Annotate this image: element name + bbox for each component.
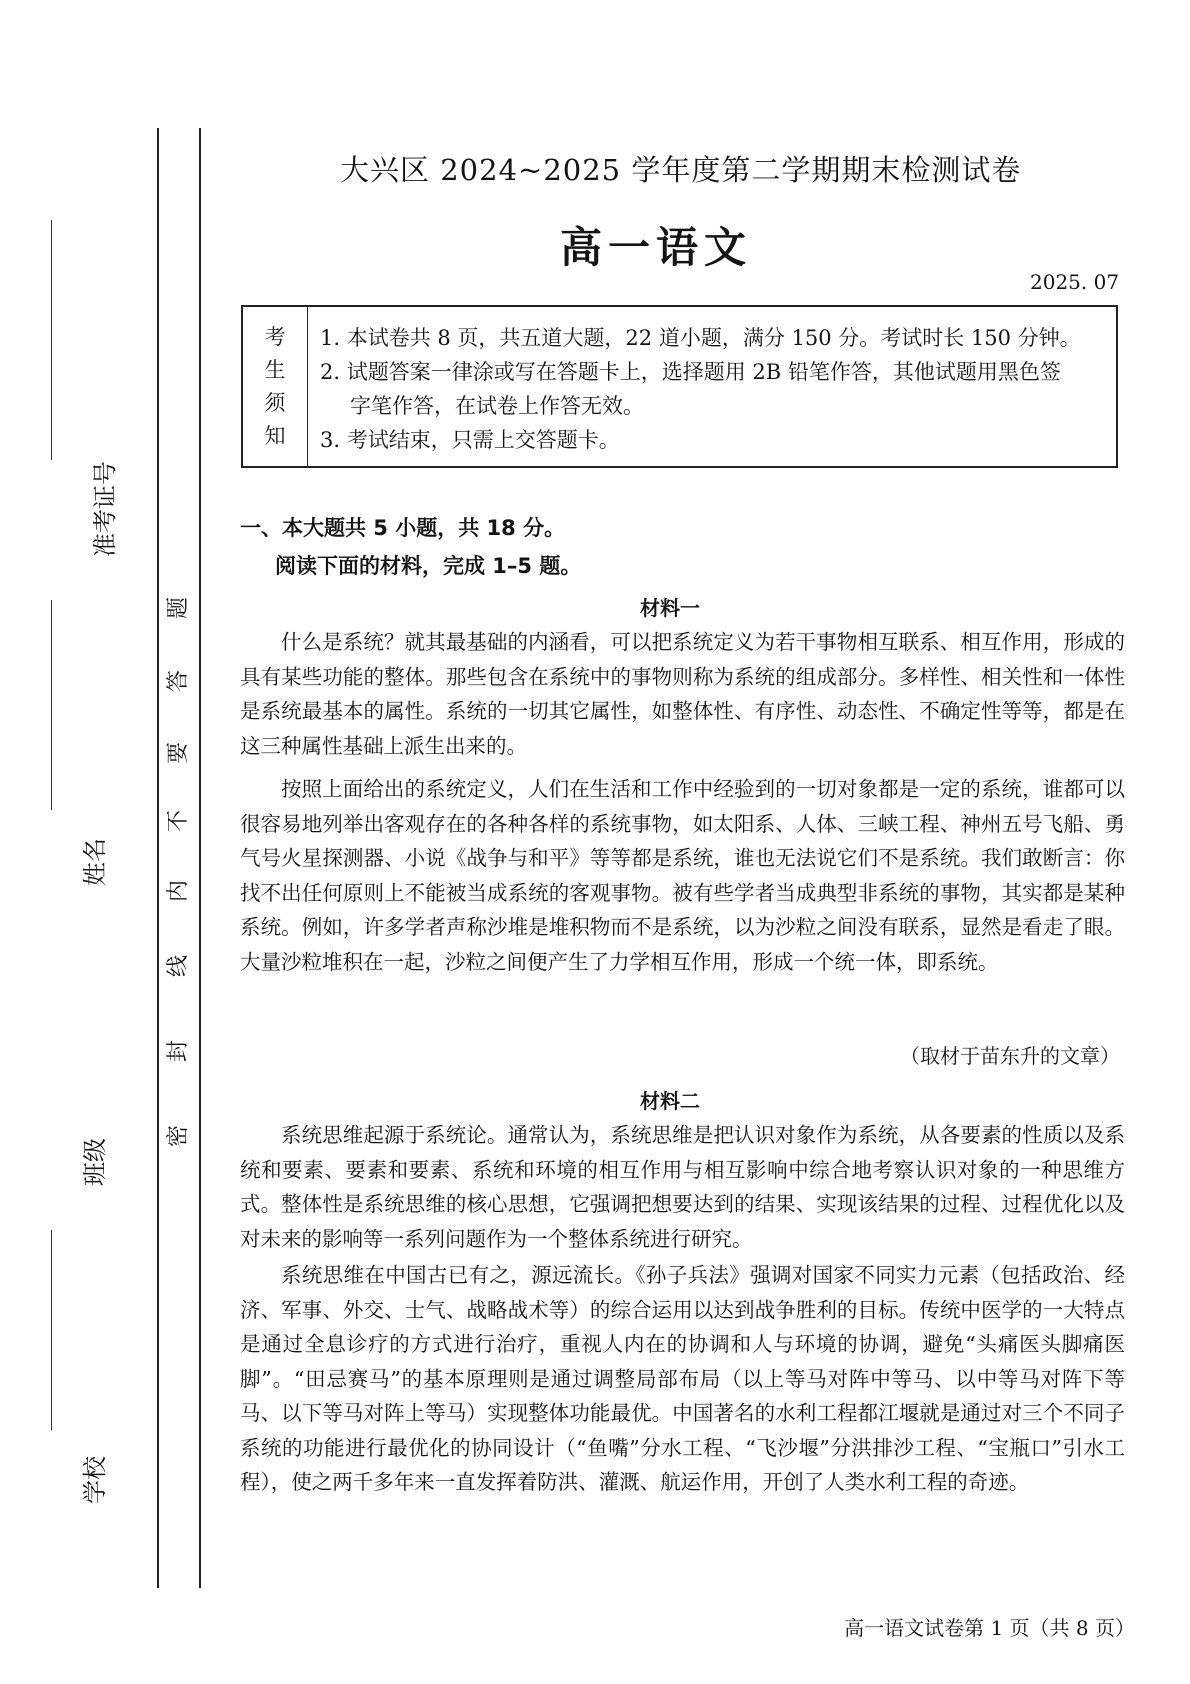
material-paragraph: 系统思维在中国古已有之，源远流长。《孙子兵法》强调对国家不同实力元素（包括政治、经济、军事、外交、士气、战略战术等）的综合运用以达到战争胜利的目标。传统中医学的一大特点是通过全息诊疗的方式进行治疗，重视人内在的协调和人与环境的协调，避免“头痛医头脚痛医脚”。“田忌赛马”的基本原理则是通过调整局部布局（以上等马对阵中等马、以中等马对阵下等马、以下等马对阵上等马）实现整体功能最优。中国著名的水利工程都江堰就是通过对三个不同子系统的功能进行最优化的协同设计（“鱼嘴”分水工程、“飞沙堰”分洪排沙工程、“宝瓶口”引水工程），使之两千多年来一直发挥着防洪、灌溉、航运作用，开创了人类水利工程的奇迹。 <box>240 1263 1125 1494</box>
material-paragraph: 什么是系统？就其最基础的内涵看，可以把系统定义为若干事物相互联系、相互作用，形成的具有某些功能的整体。那些包含在系统中的事物则称为系统的组成部分。多样性、相关性和一体性是系统最基本的属性。系统的一切其它属性，如整体性、有序性、动态性、不确定性等等，都是在这三种属性基础上派生出来的。 <box>240 630 1125 758</box>
notice-label-char: 知 <box>264 423 286 448</box>
notice-item: 3. 考试结束，只需上交答题卡。 <box>320 428 620 452</box>
candidate-number-line <box>51 220 52 460</box>
seal-char: 题 <box>166 597 191 620</box>
notice-item: 1. 本试卷共 8 页，共五道大题，22 道小题，满分 150 分。考试时长 150 分钟。 <box>320 326 1081 350</box>
seal-char: 封 <box>166 1040 191 1063</box>
candidate-notice-box <box>241 305 1118 468</box>
seal-char: 线 <box>166 955 191 978</box>
binding-border-outer <box>157 128 159 1588</box>
seal-char: 答 <box>166 670 191 693</box>
school-label: 学校 <box>81 1456 109 1504</box>
material-title: 材料一 <box>640 596 700 620</box>
material-title: 材料二 <box>640 1089 700 1113</box>
notice-label-char: 生 <box>264 357 286 382</box>
seal-char: 密 <box>166 1125 191 1148</box>
name-line <box>51 600 52 810</box>
notice-label-char: 须 <box>264 390 286 415</box>
source-note: （取材于苗东升的文章） <box>900 1044 1120 1068</box>
notice-label <box>243 307 308 466</box>
notice-item: 2. 试题答案一律涂或写在答题卡上，选择题用 2B 铅笔作答，其他试题用黑色签 <box>320 360 1061 384</box>
exam-date: 2025. 07 <box>1030 270 1120 294</box>
seal-char: 要 <box>166 742 191 765</box>
candidate-number-label: 准考证号 <box>91 461 119 557</box>
binding-border-inner <box>199 128 201 1588</box>
seal-char: 内 <box>166 880 191 903</box>
material-paragraph: 按照上面给出的系统定义，人们在生活和工作中经验到的一切对象都是一定的系统，谁都可以很容易地列举出客观存在的各种各样的系统事物，如太阳系、人体、三峡工程、神州五号飞船、勇气号火星探测器、小说《战争与和平》等等都是系统，谁也无法说它们不是系统。我们敢断言：你找不出任何原则上不能被当成系统的客观事物。被有些学者当成典型非系统的事物，其实都是某种系统。例如，许多学者声称沙堆是堆积物而不是系统，以为沙粒之间没有联系，显然是看走了眼。大量沙粒堆积在一起，沙粒之间便产生了力学相互作用，形成一个统一体，即系统。 <box>240 777 1125 974</box>
page-number: 高一语文试卷第 1 页（共 8 页） <box>844 1616 1135 1640</box>
name-label: 姓名 <box>81 838 109 886</box>
seal-char: 不 <box>166 810 191 833</box>
class-label: 班级 <box>81 1138 109 1186</box>
notice-items <box>308 307 1116 466</box>
material-paragraph: 系统思维起源于系统论。通常认为，系统思维是把认识对象作为系统，从各要素的性质以及系统和要素、要素和要素、系统和环境的相互作用与相互影响中综合地考察认识对象的一种思维方式。整体性是系统思维的核心思想，它强调把想要达到的结果、实现该结果的过程、过程优化以及对未来的影响等一系列问题作为一个整体系统进行研究。 <box>240 1123 1125 1251</box>
notice-item: 字笔作答，在试卷上作答无效。 <box>350 394 644 418</box>
notice-label-char: 考 <box>264 324 286 349</box>
school-line <box>51 1230 52 1430</box>
section-heading: 一、本大题共 5 小题，共 18 分。 <box>240 516 566 540</box>
section-instruction: 阅读下面的材料，完成 1–5 题。 <box>275 554 582 578</box>
exam-title: 大兴区 2024~2025 学年度第二学期期末检测试卷 <box>340 153 1022 187</box>
subject-title: 高一语文 <box>560 223 753 272</box>
